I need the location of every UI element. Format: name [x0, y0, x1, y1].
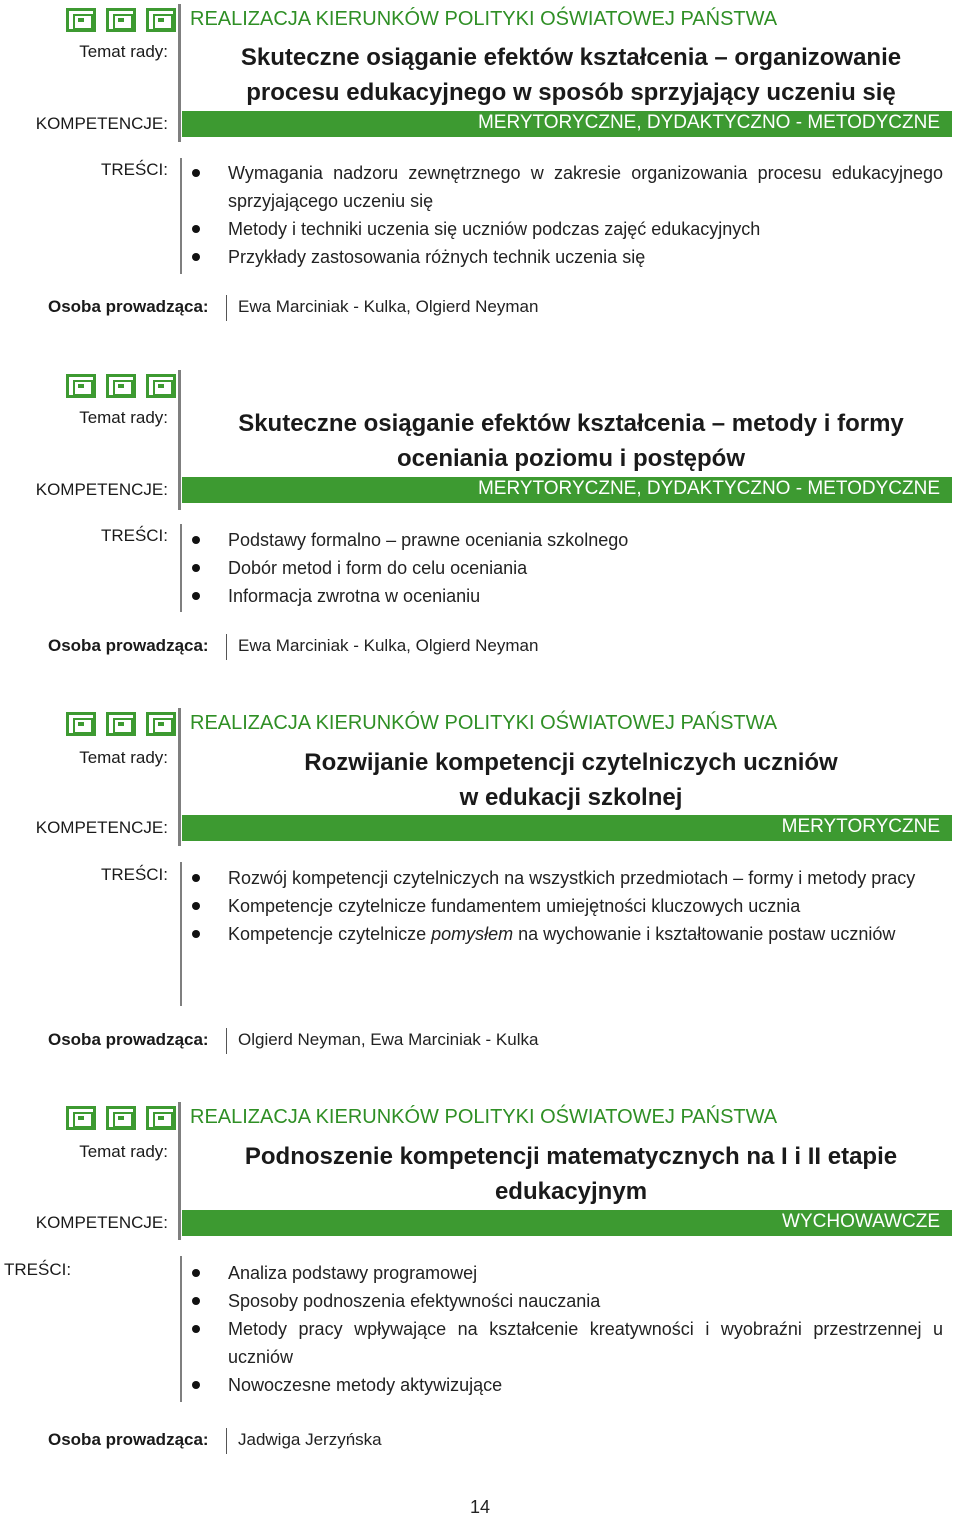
list-item: Kompetencje czytelnicze fundamentem umiejętności kluczowych ucznia [188, 892, 943, 920]
tresci-list [188, 864, 943, 948]
list-item: Przykłady zastosowania różnych technik uczenia się [188, 243, 943, 271]
emphasis-text: pomysłem [431, 924, 514, 944]
session-block-3 [0, 704, 960, 1074]
session-title [190, 40, 952, 110]
framed-square-icon [106, 712, 136, 736]
session-title [190, 1139, 952, 1209]
kompetencje-bar [182, 477, 952, 503]
framed-square-icon [106, 8, 136, 32]
temat-label: Temat rady: [79, 408, 168, 427]
osoba-label: Osoba prowadząca: [48, 297, 209, 316]
list-item: Podstawy formalno – prawne oceniania szkolnego [188, 526, 943, 554]
osoba-separator [226, 1428, 227, 1454]
section-icons [66, 8, 176, 32]
list-item: Dobór metod i form do celu oceniania [188, 554, 943, 582]
session-block-4 [0, 1100, 960, 1470]
section-icons [66, 1106, 176, 1130]
temat-label: Temat rady: [79, 748, 168, 767]
framed-square-icon [146, 1106, 176, 1130]
framed-square-icon [146, 712, 176, 736]
list-item: Informacja zwrotna w ocenianiu [188, 582, 943, 610]
kompetencje-value: MERYTORYCZNE, DYDAKTYCZNO - METODYCZNE [477, 478, 940, 499]
osoba-value: Ewa Marciniak - Kulka, Olgierd Neyman [238, 297, 539, 316]
tresci-list [188, 526, 943, 610]
session-title [190, 406, 952, 476]
osoba-label: Osoba prowadząca: [48, 1030, 209, 1049]
framed-square-icon [66, 374, 96, 398]
temat-label: Temat rady: [79, 1142, 168, 1161]
tresci-divider [180, 862, 182, 1006]
tresci-label: TREŚCI: [100, 526, 168, 545]
vertical-divider [178, 370, 181, 510]
framed-square-icon [146, 374, 176, 398]
list-item: Wymagania nadzoru zewnętrznego w zakresie organizowania procesu edukacyjnego sprzyjającego uczeniu się [188, 159, 943, 215]
tresci-label: TREŚCI: [100, 160, 168, 179]
session-block-2 [0, 360, 960, 680]
kompetencje-label: KOMPETENCJE: [35, 480, 168, 499]
tresci-label: TREŚCI: [4, 1260, 72, 1279]
session-title-line2: edukacyjnym [494, 1178, 648, 1205]
tresci-list [188, 159, 943, 271]
policy-heading: REALIZACJA KIERUNKÓW POLITYKI OŚWIATOWEJ PAŃSTWA [190, 1106, 778, 1128]
section-icons [66, 374, 176, 398]
vertical-divider [178, 4, 181, 142]
tresci-divider [180, 158, 182, 274]
osoba-separator [226, 295, 227, 321]
list-item: Sposoby podnoszenia efektywności nauczania [188, 1287, 943, 1315]
page-number: 14 [469, 1497, 491, 1517]
policy-heading: REALIZACJA KIERUNKÓW POLITYKI OŚWIATOWEJ PAŃSTWA [190, 712, 778, 734]
vertical-divider [178, 708, 181, 846]
osoba-separator [226, 634, 227, 660]
osoba-separator [226, 1028, 227, 1054]
temat-label: Temat rady: [79, 42, 168, 61]
tresci-label: TREŚCI: [100, 865, 168, 884]
session-block-1 [0, 0, 960, 330]
list-item: Metody i techniki uczenia się uczniów podczas zajęć edukacyjnych [188, 215, 943, 243]
vertical-divider [178, 1102, 181, 1240]
session-title-line2: procesu edukacyjnego w sposób sprzyjający uczeniu się [246, 79, 896, 106]
list-item: Analiza podstawy programowej [188, 1259, 943, 1287]
framed-square-icon [66, 8, 96, 32]
session-title-line2: oceniania poziomu i postępów [396, 445, 746, 472]
osoba-value: Ewa Marciniak - Kulka, Olgierd Neyman [238, 636, 539, 655]
tresci-divider [180, 1256, 182, 1402]
framed-square-icon [146, 8, 176, 32]
tresci-list [188, 1259, 943, 1399]
session-title-line1: Skuteczne osiąganie efektów kształcenia – organizowanie [240, 44, 902, 71]
osoba-value: Olgierd Neyman, Ewa Marciniak - Kulka [238, 1030, 539, 1049]
policy-heading: REALIZACJA KIERUNKÓW POLITYKI OŚWIATOWEJ PAŃSTWA [190, 8, 778, 30]
kompetencje-label: KOMPETENCJE: [35, 1213, 168, 1232]
framed-square-icon [106, 1106, 136, 1130]
session-title-line2: w edukacji szkolnej [459, 784, 683, 811]
list-item-with-emphasis: Kompetencje czytelnicze pomysłem na wychowanie i kształtowanie postaw uczniów [188, 920, 943, 948]
kompetencje-value: MERYTORYCZNE [781, 816, 940, 837]
tresci-divider [180, 524, 182, 612]
framed-square-icon [66, 712, 96, 736]
kompetencje-label: KOMPETENCJE: [35, 818, 168, 837]
kompetencje-value: WYCHOWAWCZE [782, 1211, 940, 1232]
session-title-line1: Podnoszenie kompetencji matematycznych na I i II etapie [244, 1143, 898, 1170]
framed-square-icon [66, 1106, 96, 1130]
section-icons [66, 712, 176, 736]
framed-square-icon [106, 374, 136, 398]
session-title-line1: Rozwijanie kompetencji czytelniczych uczniów [304, 749, 838, 776]
kompetencje-bar [182, 111, 952, 137]
list-item: Nowoczesne metody aktywizujące [188, 1371, 943, 1399]
kompetencje-label: KOMPETENCJE: [35, 114, 168, 133]
session-title [190, 745, 952, 815]
kompetencje-bar [182, 1210, 952, 1236]
list-item: Rozwój kompetencji czytelniczych na wszystkich przedmiotach – formy i metody pracy [188, 864, 943, 892]
osoba-value: Jadwiga Jerzyńska [238, 1430, 382, 1449]
osoba-label: Osoba prowadząca: [48, 1430, 209, 1449]
list-item: Metody pracy wpływające na kształcenie kreatywności i wyobraźni przestrzennej u uczniów [188, 1315, 943, 1371]
kompetencje-value: MERYTORYCZNE, DYDAKTYCZNO - METODYCZNE [477, 112, 940, 133]
osoba-label: Osoba prowadząca: [48, 636, 209, 655]
session-title-line1: Skuteczne osiąganie efektów kształcenia – metody i formy [238, 410, 904, 437]
kompetencje-bar [182, 815, 952, 841]
